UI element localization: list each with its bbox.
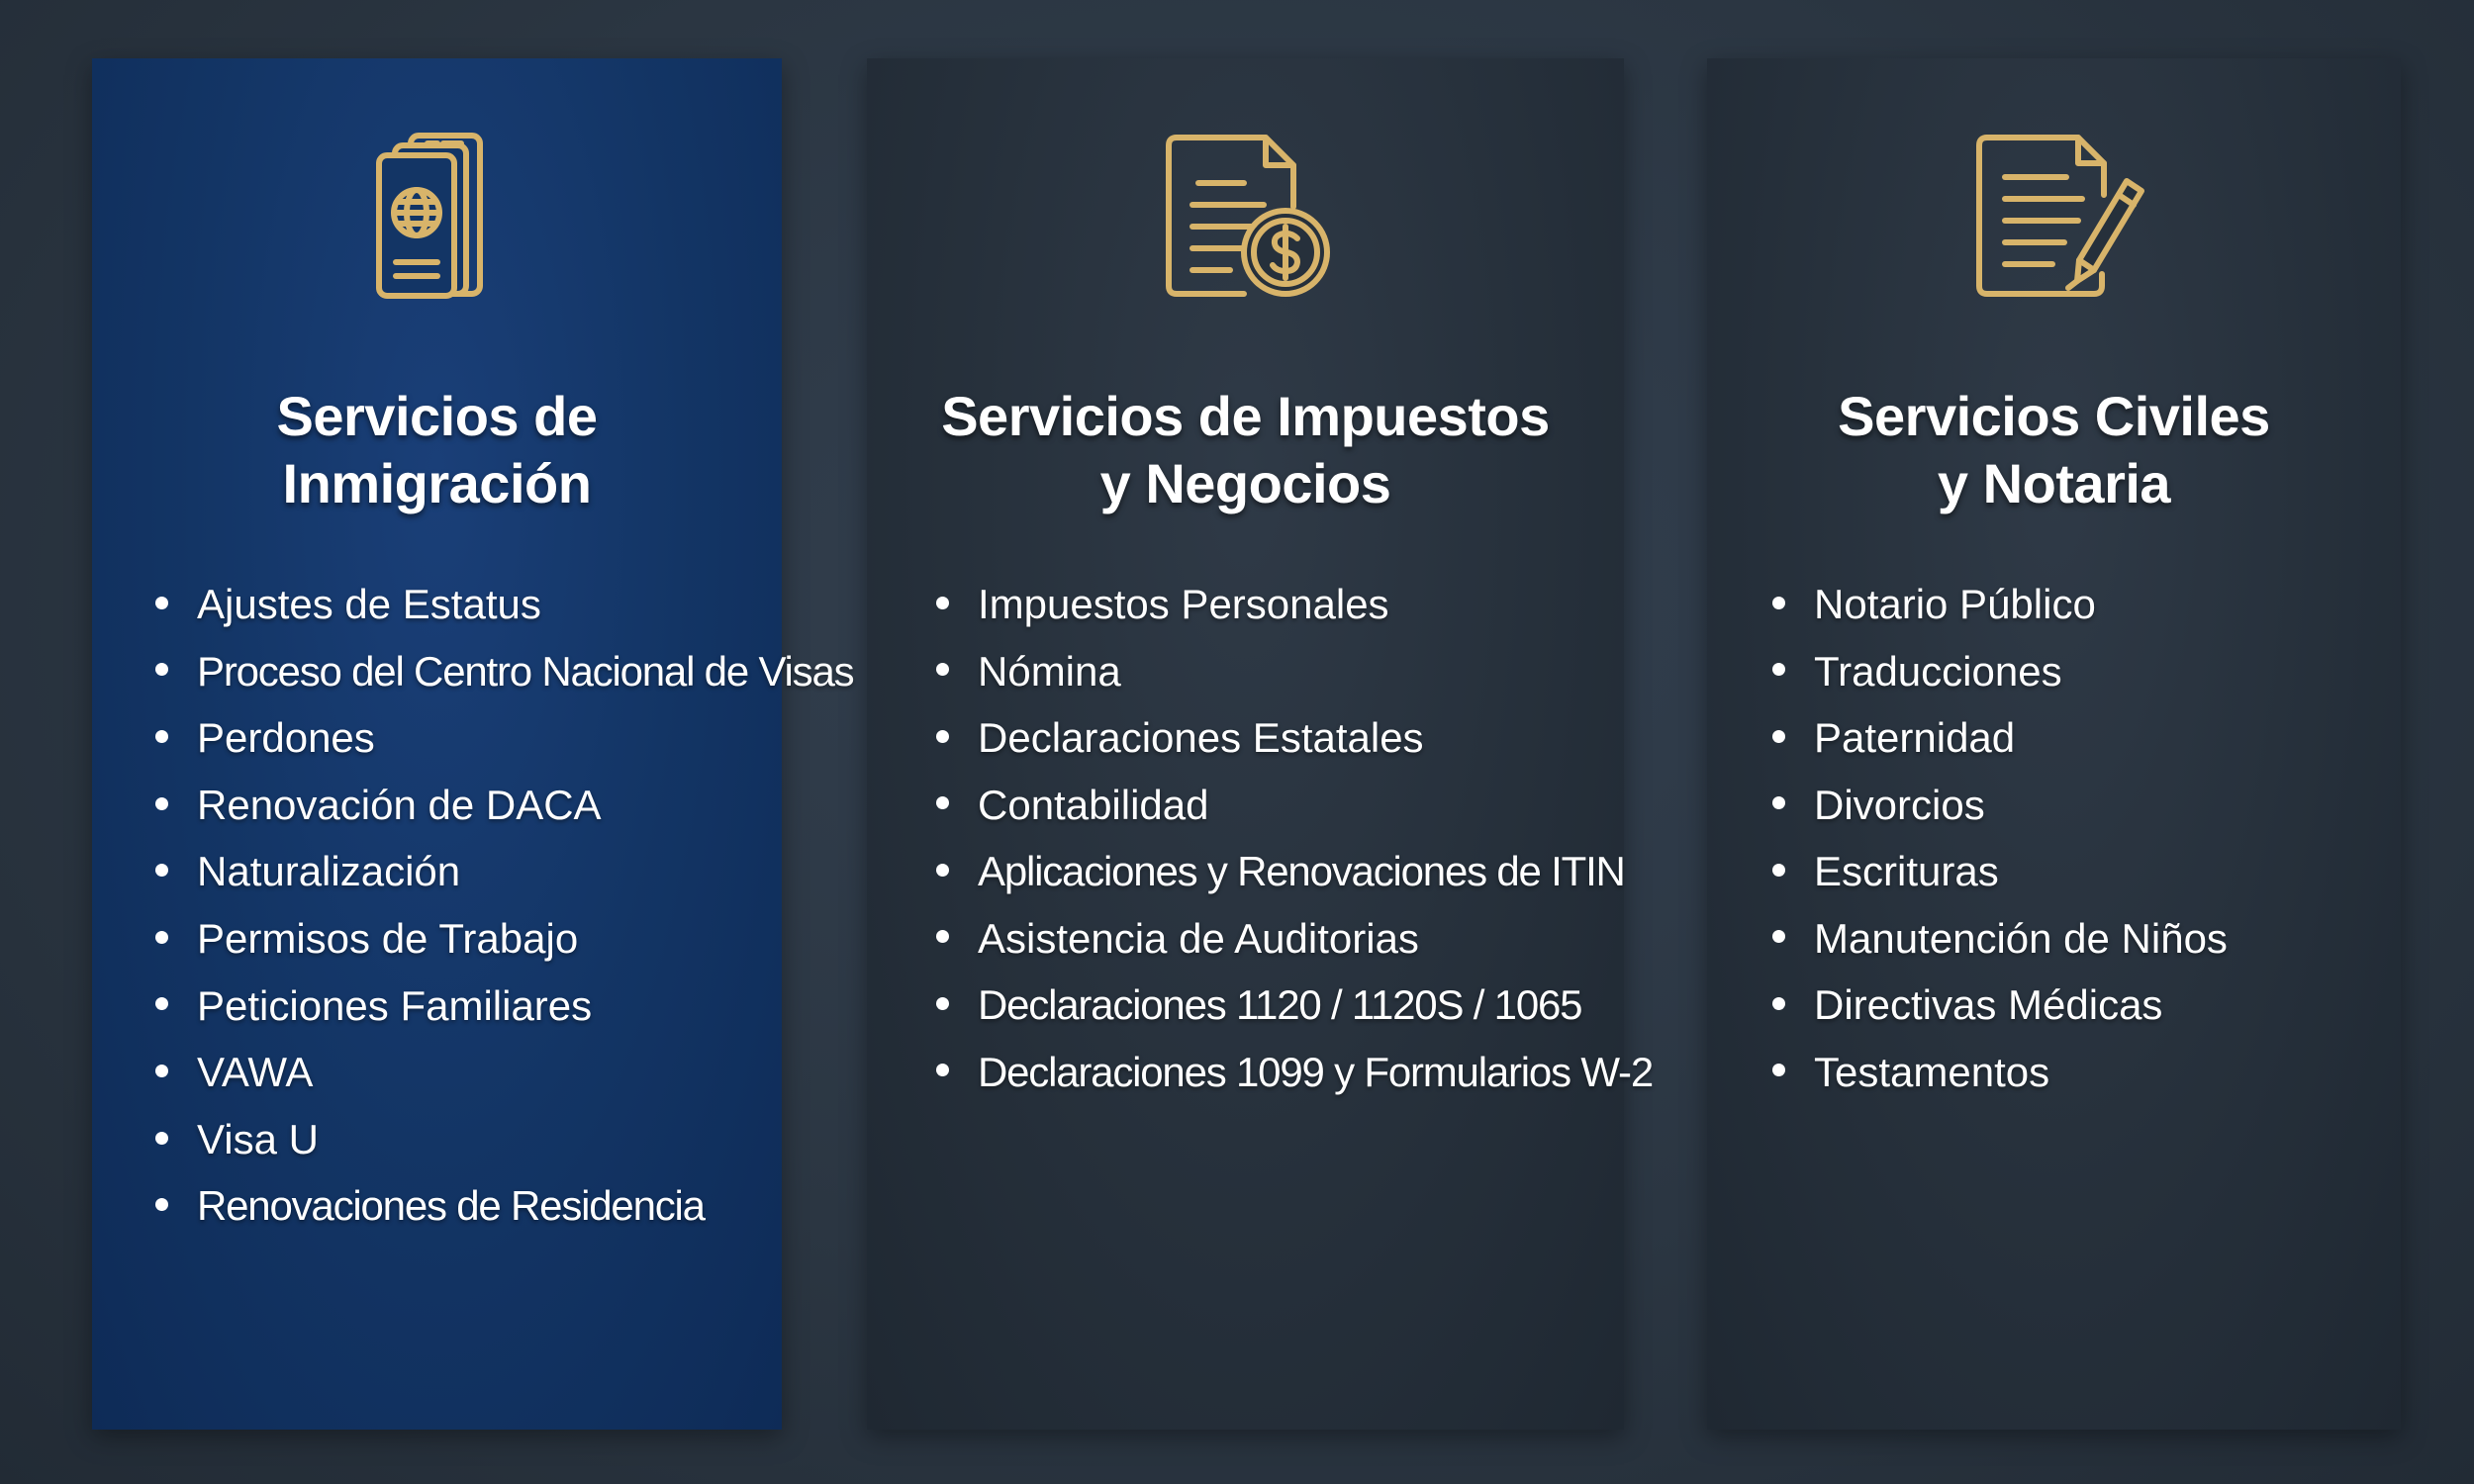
tax-business-service-list xyxy=(936,571,1653,1105)
list-item-label: Testamentos xyxy=(1814,1048,2050,1095)
list-item-label: Directivas Médicas xyxy=(1814,981,2163,1028)
bullet-icon xyxy=(1772,930,1785,943)
list-item-label: Declaraciones Estatales xyxy=(978,714,1424,761)
list-item xyxy=(936,1039,1653,1106)
list-item-label: Paternidad xyxy=(1814,714,2016,761)
civil-notary-service-list xyxy=(1772,571,2381,1105)
list-item xyxy=(155,638,854,705)
immigration-services-card xyxy=(92,58,854,1430)
list-item-label: Escrituras xyxy=(1814,848,1999,894)
list-item xyxy=(1772,838,2381,905)
list-item xyxy=(936,838,1625,905)
bullet-icon xyxy=(155,730,168,743)
list-item xyxy=(155,838,762,905)
civil-notary-services-card xyxy=(1707,58,2401,1430)
list-item-label: Renovación de DACA xyxy=(197,781,602,828)
bullet-icon xyxy=(155,1065,168,1077)
list-item xyxy=(1772,972,2381,1039)
bullet-icon xyxy=(936,997,949,1010)
list-item xyxy=(155,772,762,839)
list-item-label: Notario Público xyxy=(1814,581,2096,627)
list-item-label: Renovaciones de Residencia xyxy=(197,1182,705,1230)
bullet-icon xyxy=(155,864,168,877)
document-pen-icon xyxy=(1946,126,2163,304)
list-item xyxy=(936,704,1604,772)
list-item-label: Manutención de Niños xyxy=(1814,914,2228,962)
list-item-label: Declaraciones 1099 y Formularios W-2 xyxy=(978,1048,1653,1095)
bullet-icon xyxy=(936,796,949,809)
list-item-label: Visa U xyxy=(197,1115,319,1162)
tax-business-title xyxy=(867,383,1624,517)
bullet-icon xyxy=(1772,663,1785,676)
bullet-icon xyxy=(1772,597,1785,609)
list-item xyxy=(936,972,1604,1039)
list-item-label: Ajustes de Estatus xyxy=(197,581,541,627)
bullet-icon xyxy=(1772,997,1785,1010)
bullet-icon xyxy=(155,1198,168,1211)
bullet-icon xyxy=(155,663,168,676)
list-item xyxy=(155,571,762,638)
list-item-label: Nómina xyxy=(978,647,1121,695)
list-item xyxy=(1772,1039,2381,1106)
list-item xyxy=(155,1172,762,1240)
tax-document-dollar-icon xyxy=(1137,126,1355,304)
list-item-label: Divorcios xyxy=(1814,781,1985,828)
title-line: Inmigración xyxy=(282,452,592,515)
title-line: y Notaria xyxy=(1937,452,2171,515)
bullet-icon xyxy=(936,663,949,676)
title-line: Servicios de xyxy=(276,385,598,448)
list-item-label: Naturalización xyxy=(197,848,461,895)
bullet-icon xyxy=(155,997,168,1010)
title-line: Servicios de Impuestos xyxy=(941,385,1550,448)
list-item-label: Impuestos Personales xyxy=(978,581,1389,627)
bullet-icon xyxy=(936,864,949,877)
list-item-label: Declaraciones 1120 / 1120S / 1065 xyxy=(978,981,1582,1028)
bullet-icon xyxy=(1772,864,1785,877)
list-item-label: Aplicaciones y Renovaciones de ITIN xyxy=(978,848,1625,894)
bullet-icon xyxy=(155,1132,168,1145)
list-item xyxy=(936,905,1604,973)
tax-business-services-card xyxy=(867,58,1653,1430)
list-item xyxy=(1772,772,2381,839)
bullet-icon xyxy=(936,1064,949,1076)
list-item xyxy=(1772,571,2381,638)
bullet-icon xyxy=(936,597,949,609)
bullet-icon xyxy=(155,931,168,944)
list-item xyxy=(155,973,762,1040)
passport-icon xyxy=(329,126,546,304)
list-item xyxy=(155,1039,762,1106)
title-line: y Negocios xyxy=(1099,452,1391,515)
list-item xyxy=(936,571,1604,638)
bullet-icon xyxy=(155,797,168,810)
bullet-icon xyxy=(1772,796,1785,809)
list-item-label: Traducciones xyxy=(1814,647,2062,695)
list-item-label: Asistencia de Auditorias xyxy=(978,914,1419,962)
bullet-icon xyxy=(155,597,168,609)
list-item-label: VAWA xyxy=(197,1049,314,1096)
list-item-label: Perdones xyxy=(197,714,375,762)
list-item-label: Proceso del Centro Nacional de Visas xyxy=(197,647,854,695)
title-line: Servicios Civiles xyxy=(1838,385,2270,448)
list-item xyxy=(155,905,762,973)
bullet-icon xyxy=(936,730,949,743)
list-item xyxy=(936,638,1604,705)
list-item xyxy=(155,704,762,772)
list-item-label: Permisos de Trabajo xyxy=(197,914,579,962)
list-item xyxy=(1772,905,2381,973)
list-item-label: Contabilidad xyxy=(978,781,1209,828)
civil-notary-title xyxy=(1707,383,2401,517)
list-item-label: Peticiones Familiares xyxy=(197,981,593,1029)
bullet-icon xyxy=(936,930,949,943)
list-item xyxy=(936,772,1604,839)
immigration-title xyxy=(92,383,782,517)
list-item xyxy=(1772,704,2381,772)
list-item xyxy=(155,1106,762,1173)
list-item xyxy=(1772,638,2381,705)
immigration-service-list xyxy=(155,571,854,1240)
bullet-icon xyxy=(1772,1064,1785,1076)
bullet-icon xyxy=(1772,730,1785,743)
